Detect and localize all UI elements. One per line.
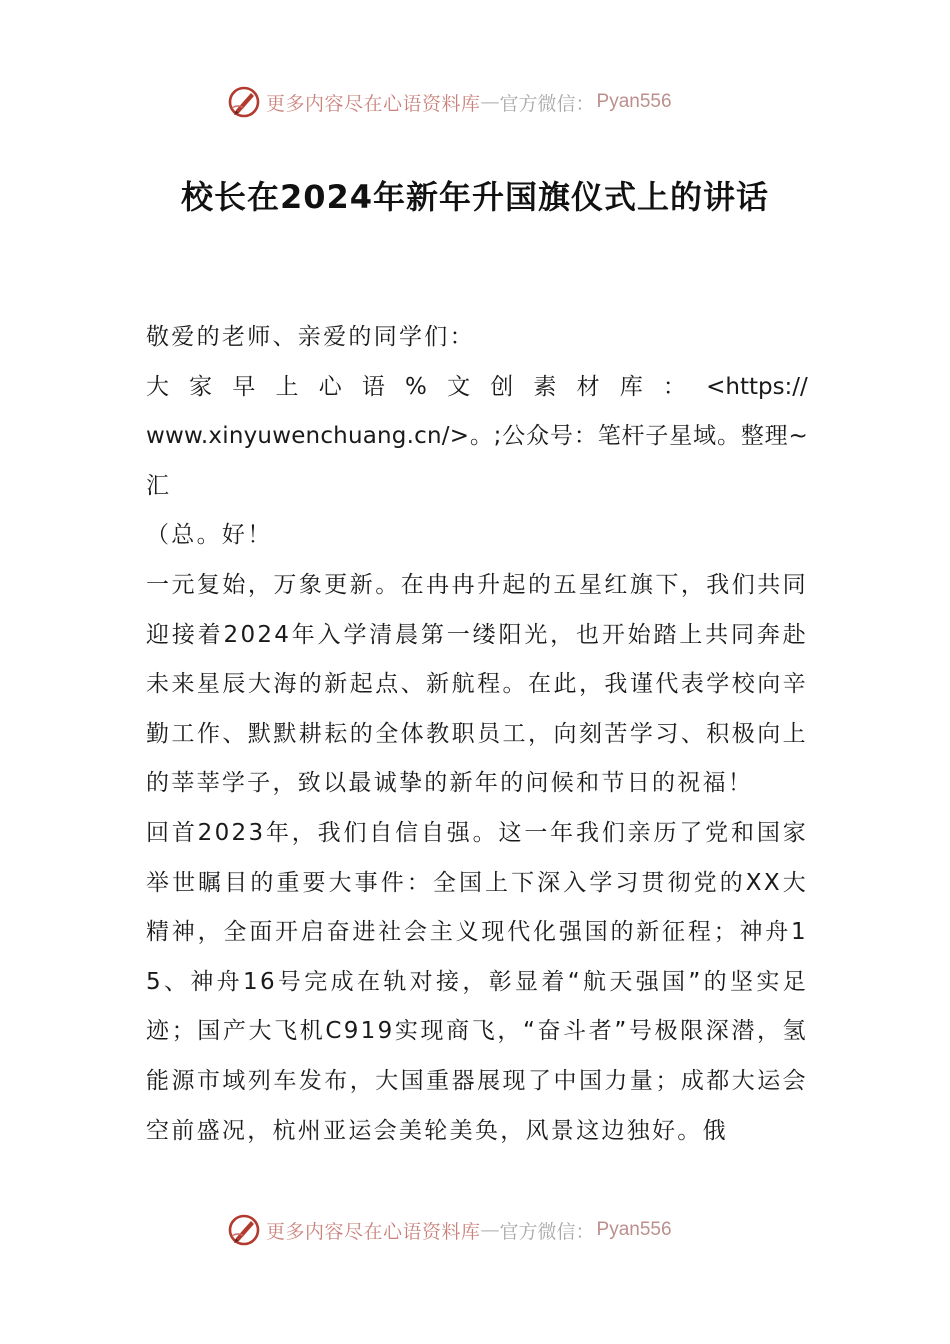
greeting-char: 语 — [361, 373, 385, 400]
greeting-char: 早 — [232, 373, 256, 400]
footer-watermark-banner — [226, 1210, 726, 1250]
greeting-char: 家 — [189, 373, 213, 400]
paragraph-2: 回首2023年，我们自信自强。这一年我们亲历了党和国家举世瞩目的重要大事件：全国上下深入学习贯彻党的XX大精神，全面开启奋进社会主义现代化强国的新征程；神舟15、神舟16号完成在轨对接，彰显着“航天强国”的坚实足迹；国产大飞机C919实现商飞，“奋斗者”号极限深潜，氢能源市域列车发布，大国重器展现了中国力量；成都大运会空前盛况，杭州亚运会美轮美奂，风景这边独好。俄 — [146, 819, 808, 1144]
greeting-char: 上 — [275, 373, 299, 400]
greeting-char: ： — [662, 373, 686, 400]
greeting-line-1-chars — [146, 363, 808, 413]
greeting-char: 文 — [447, 373, 471, 400]
greeting-line-2: www.xinyuwenchuang.cn/>。;公众号：笔杆子星域。整理~汇 — [146, 423, 808, 499]
greeting-char: 素 — [533, 373, 557, 400]
document-title: 校长在2024年新年升国旗仪式上的讲话 — [180, 178, 770, 216]
watermark-sub-text: 官方微信： — [499, 92, 595, 115]
header-watermark-banner — [226, 82, 726, 122]
watermark-separator: — — [480, 91, 500, 113]
greeting-char: 库 — [619, 373, 643, 400]
watermark-wechat-id: Pyan556 — [596, 91, 672, 112]
greeting-char: 材 — [576, 373, 600, 400]
watermark-separator: — — [480, 1219, 500, 1241]
paragraph-1: 一元复始，万象更新。在冉冉升起的五星红旗下，我们共同迎接着2024年入学清晨第一缕阳光，也开始踏上共同奔赴未来星辰大海的新起点、新航程。在此，我谨代表学校向辛勤工作、默默耕耘的全体教职员工，向刻苦学习、积极向上的莘莘学子，致以最诚挚的新年的问候和节日的祝福！ — [146, 571, 808, 797]
watermark-main-text: 更多内容尽在心语资料库 — [266, 1220, 481, 1243]
watermark-main-text: 更多内容尽在心语资料库 — [266, 92, 481, 115]
greeting-char: <https:// — [706, 373, 808, 400]
greeting-line-3: （总。好！ — [146, 522, 273, 549]
pen-circle-logo-icon — [226, 84, 262, 120]
greeting-char: 心 — [318, 373, 342, 400]
watermark-wechat-id: Pyan556 — [596, 1219, 672, 1240]
greeting-char: 大 — [146, 373, 169, 400]
greeting-line-1 — [146, 363, 808, 413]
greeting-char: % — [405, 373, 427, 400]
document-body — [146, 313, 808, 1156]
salutation: 敬爱的老师、亲爱的同学们： — [146, 324, 475, 350]
pen-circle-logo-icon — [226, 1212, 262, 1248]
watermark-sub-text: 官方微信： — [499, 1220, 595, 1243]
greeting-char: 创 — [490, 373, 514, 400]
